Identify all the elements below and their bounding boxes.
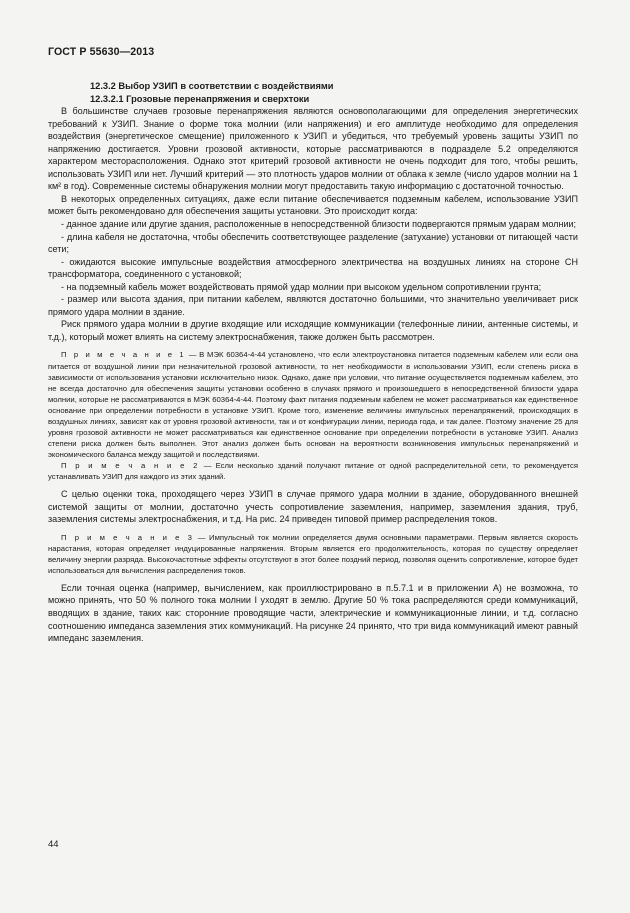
list-item: - на подземный кабель может воздействовать прямой удар молнии при высоком удельном сопротивлении грунта; bbox=[61, 281, 542, 292]
note-label: П р и м е ч а н и е 2 bbox=[61, 460, 200, 470]
paragraph: В некоторых определенных ситуациях, даже если питание обеспечивается подземным кабелем, использование УЗИП может быть рекомендовано для обеспечения защиты установки. Это происходит когда: bbox=[48, 193, 578, 217]
list-item: - ожидаются высокие импульсные воздействия атмосферного электричества на воздушных линиях на стороне СН трансформатора, соединенного с установкой; bbox=[48, 256, 578, 280]
note-text: — В МЭК 60364-4-44 установлено, что если электроустановка питается подземным кабелем или если она питается от воздушной линии при незначительной грозовой активности, то нет необходимости в использовании УЗИП, если степень риска в зависимости от использования установки исключительно низок. Однако, даже при условии, что питание осуществляется подземным кабелем, это не всегда достаточно для обеспечения защиты установки особенно в случаях прямого и произошедшего в непосредственной близости удара молнии, которые не рассматриваются в МЭК 60364-4-44. Поэтому факт питания подземным кабелем не может рассматриваться как единственное основание при определении потребности в установке УЗИП. Кроме того, изменение величины импульсных перенапряжений, происходящих в воздушных линиях, зависят как от уровня грозовой активности, так и от конфигурации линии, периода года, и так далее. Поэтому значение 25 для уровня грозовой активности не может рассматриваться как единственное основание при определении потребности в установке УЗИП. Анализ степени риска должен быть выполнен. Этот анализ должен быть основан на вероятности возникновения импульсных перенапряжений и экономического баланса между защитой и последствиями. bbox=[48, 350, 579, 459]
list-item: - длина кабеля не достаточна, чтобы обеспечить соответствующее разделение (затухание) установки от питающей части сети; bbox=[48, 231, 578, 255]
section-heading-12-3-2-1: 12.3.2.1 Грозовые перенапряжения и сверхтоки bbox=[90, 93, 310, 104]
note-label: П р и м е ч а н и е 3 bbox=[61, 532, 195, 542]
paragraph: Риск прямого удара молнии в другие входящие или исходящие коммуникации (телефонные линии, антенные системы, и т.д.), который может влиять на систему электроснабжения, также должен быть рассмотрен. bbox=[48, 319, 578, 342]
paragraph: Если точная оценка (например, вычислением, как проиллюстрировано в п.5.7.1 и в приложении А) не возможна, то можно принять, что 50 % полного тока молнии I уходят в землю. Другие 50 % тока распределяются среди коммуникаций, вводящих в здание, таких как: сторонние проводящие части, электрические и коммуникационные линии, и т.д. согласно соотношению импеданса заземления этих коммуникаций. На рисунке 24 принято, что три вида коммуникаций имеют равный импеданс заземления. bbox=[48, 582, 578, 644]
note-label: П р и м е ч а н и е 1 bbox=[61, 350, 186, 360]
list-item: - размер или высота здания, при питании кабелем, являются достаточно большими, что значительно увеличивает риск прямого удара молнии в здание. bbox=[48, 294, 578, 317]
note-1 bbox=[48, 349, 578, 482]
paragraph: С целью оценки тока, проходящего через УЗИП в случае прямого удара молнии в здание, оборудованного внешней системой защиты от молнии, достаточно учесть сопротивление заземления, например, заземления здания, труб, заземления системы электроснабжения, и т.д. На рис. 24 приведен типовой пример распределения токов. bbox=[48, 489, 578, 525]
paragraph: В большинстве случаев грозовые перенапряжения являются основополагающими для определения энергетических требований к УЗИП. Знание о форме тока молнии (или напряжения) и его амплитуде необходимо для определения воздействия (энергетическое смещение) приложенного к УЗИП и убедиться, что требуемый уровень защиты УЗИП по напряжению достигается. Уровни грозовой активности, которые рассматриваются в подразделе 5.2 определяются характером месторасположения. Однако этот критерий грозовой активности не очень подходит для того, чтобы решить, использовать УЗИП или нет. Лучший критерий — это плотность ударов молнии от облака к земле (число ударов молнии на 1 км² в год). Современные системы обнаружения молнии могут предоставить такую информацию с достаточной точностью. bbox=[48, 106, 578, 192]
conditions-list bbox=[48, 218, 578, 318]
section-heading-12-3-2: 12.3.2 Выбор УЗИП в соответствии с воздействиями bbox=[90, 81, 334, 91]
list-item: - данное здание или другие здания, расположенные в непосредственной близости подвергаются прямым ударам молнии; bbox=[61, 219, 577, 230]
page-content bbox=[48, 80, 578, 645]
note-text: — Если несколько зданий получают питание от одной распределительной сети, то рекомендуется устанавливать УЗИП для каждого из этих зданий. bbox=[48, 460, 578, 481]
standard-header: ГОСТ Р 55630—2013 bbox=[48, 46, 155, 58]
note-text: — Импульсный ток молнии определяется двумя основными параметрами. Первым является скорость нарастания, которая определяет индуцированные напряжения. Вторым является его продолжительность, которая по существу определяет величину энергии разряда. Высокочастотные эффекты отсутствуют в этот более поздний период, позволяя оценить сопротивление, которое будет использоваться для вычисления распределения токов. bbox=[48, 532, 578, 575]
page-number: 44 bbox=[48, 839, 59, 850]
note-3 bbox=[48, 532, 578, 576]
